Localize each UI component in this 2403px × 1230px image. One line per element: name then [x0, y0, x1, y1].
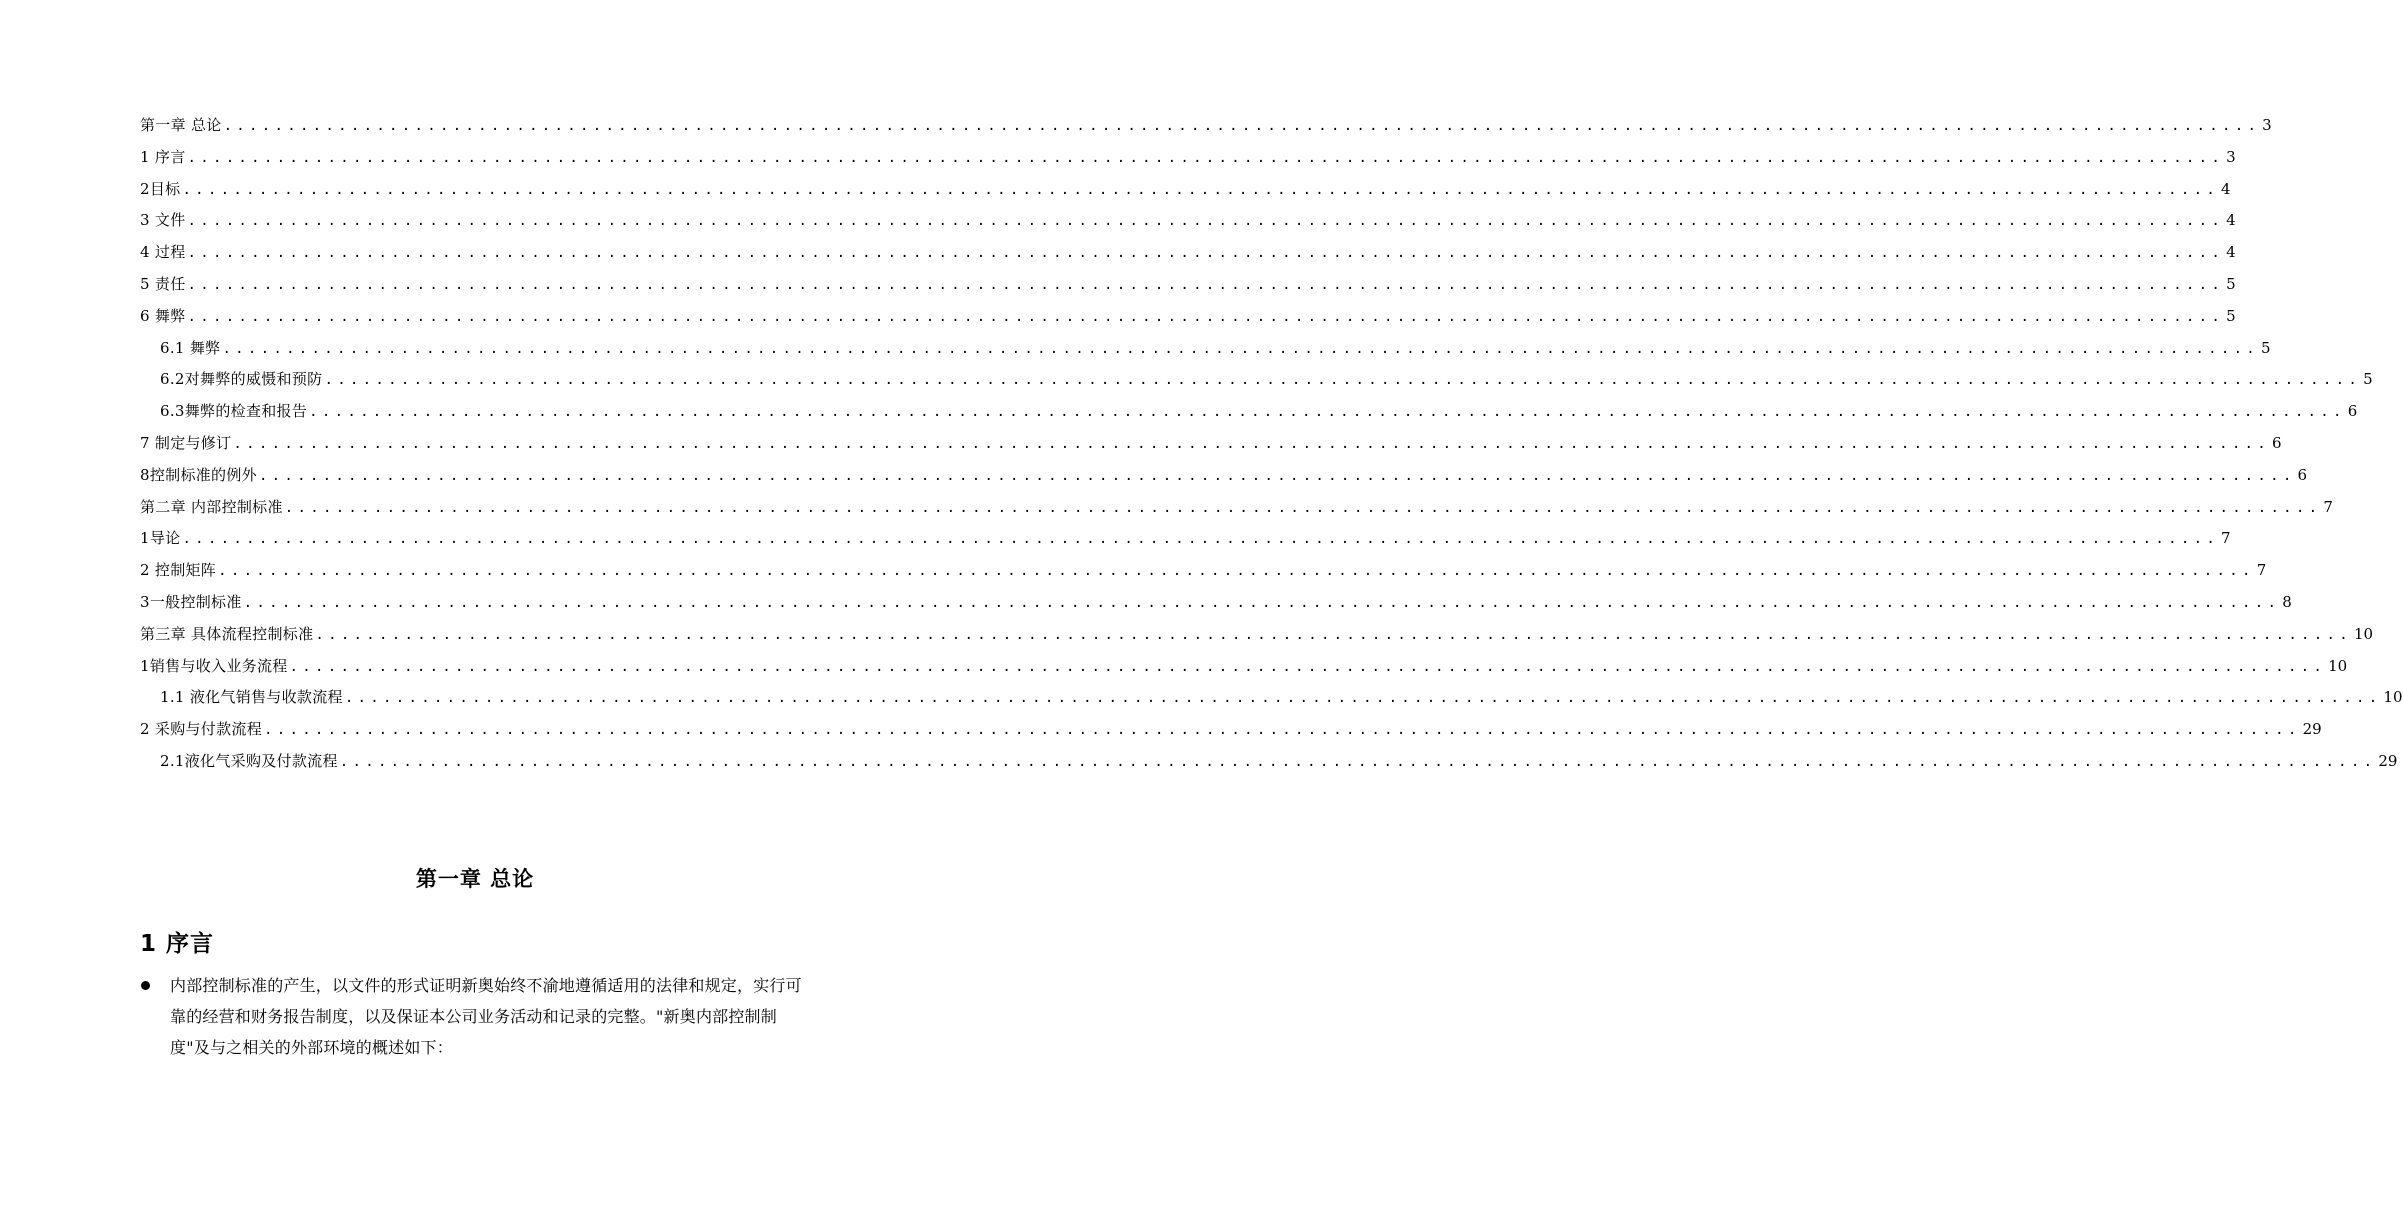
- toc-entry[interactable]: [140, 619, 2374, 651]
- toc-entry[interactable]: [140, 555, 2267, 587]
- toc-dot-leader: ................................................................................................................................................................: [315, 626, 2352, 643]
- bullet-item: [140, 970, 810, 1063]
- toc-entry-title: 第二章 内部控制标准: [140, 497, 283, 516]
- toc-entry-title: 6.2对舞弊的威慑和预防: [160, 370, 323, 389]
- toc-dot-leader: ................................................................................................................................................................: [264, 722, 2301, 739]
- toc-entry[interactable]: [140, 714, 2322, 746]
- toc-entry-title: 6.3舞弊的检查和报告: [160, 402, 308, 421]
- toc-entry[interactable]: [140, 682, 2403, 714]
- toc-entry-title: 第三章 具体流程控制标准: [140, 624, 314, 643]
- toc-dot-leader: ................................................................................................................................................................: [223, 118, 2261, 134]
- toc-page-number: 7: [2256, 561, 2267, 580]
- toc-page-number: 10: [2328, 656, 2348, 675]
- toc-dot-leader: ................................................................................................................................................................: [284, 499, 2322, 516]
- bullet-dot-icon: [141, 981, 150, 990]
- toc-page-number: 10: [2383, 688, 2403, 707]
- toc-page-number: 8: [2282, 592, 2292, 611]
- toc-dot-leader: ................................................................................................................................................................: [222, 340, 2260, 357]
- toc-entry-title: 7 制定与修订: [140, 433, 232, 452]
- toc-dot-leader: ................................................................................................................................................................: [344, 690, 2382, 707]
- toc-dot-leader: ................................................................................................................................................................: [187, 276, 2225, 293]
- toc-entry[interactable]: [140, 523, 2231, 555]
- toc-dot-leader: ................................................................................................................................................................: [182, 181, 2220, 198]
- toc-page-number: 3: [2262, 116, 2272, 134]
- toc-entry-title: 2 采购与付款流程: [140, 720, 263, 739]
- toc-dot-leader: ................................................................................................................................................................: [258, 467, 2296, 484]
- bullet-text: 内部控制标准的产生，以文件的形式证明新奥始终不渝地遵循适用的法律和规定，实行可靠的经营和财务报告制度，以及保证本公司业务活动和记录的完整。"新奥内部控制制度"及与之相关的外部环境的概述如下：: [170, 976, 802, 1057]
- toc-dot-leader: ................................................................................................................................................................: [187, 308, 2225, 325]
- toc-dot-leader: ................................................................................................................................................................: [243, 594, 2281, 611]
- toc-entry-title: 8控制标准的例外: [140, 465, 257, 484]
- toc-page-number: 4: [2226, 211, 2236, 230]
- toc-entry[interactable]: [140, 587, 2292, 619]
- toc-entry[interactable]: [140, 460, 2308, 492]
- toc-entry[interactable]: [140, 364, 2373, 396]
- toc-page-number: 5: [2226, 274, 2236, 293]
- toc-entry[interactable]: [140, 237, 2236, 269]
- toc-entry-title: 5 责任: [140, 274, 186, 293]
- toc-entry[interactable]: [140, 110, 2272, 142]
- toc-entry[interactable]: [140, 396, 2358, 428]
- toc-entry-title: 6 舞弊: [140, 306, 186, 325]
- toc-entry-title: 1.1 液化气销售与收款流程: [160, 688, 343, 707]
- toc-entry-title: 3一般控制标准: [140, 592, 242, 611]
- toc-entry-title: 3 文件: [140, 211, 186, 230]
- toc-page-number: 7: [2221, 529, 2231, 548]
- toc-entry-title: 1导论: [140, 529, 181, 548]
- toc-page-number: 4: [2221, 179, 2231, 198]
- toc-dot-leader: ................................................................................................................................................................: [324, 372, 2362, 389]
- bullet-list: [140, 970, 810, 1063]
- toc-dot-leader: ................................................................................................................................................................: [187, 213, 2225, 230]
- toc-entry-title: 第一章 总论: [140, 116, 222, 134]
- toc-entry-title: 4 过程: [140, 243, 186, 262]
- toc-dot-leader: ................................................................................................................................................................: [339, 753, 2377, 770]
- toc-dot-leader: ................................................................................................................................................................: [289, 658, 2327, 675]
- toc-page-number: 3: [2226, 147, 2236, 166]
- toc-entry[interactable]: [140, 142, 2236, 174]
- toc-dot-leader: ................................................................................................................................................................: [182, 531, 2220, 548]
- toc-entry-title: 1销售与收入业务流程: [140, 656, 288, 675]
- toc-page-number: 5: [2261, 338, 2271, 357]
- toc-entry-title: 2目标: [140, 179, 181, 198]
- toc-dot-leader: ................................................................................................................................................................: [309, 404, 2346, 421]
- toc-entry[interactable]: [140, 269, 2236, 301]
- toc-entry[interactable]: [140, 174, 2231, 206]
- table-of-contents: [140, 110, 2403, 778]
- toc-page-number: 6: [2272, 433, 2282, 452]
- toc-dot-leader: ................................................................................................................................................................: [187, 245, 2225, 262]
- toc-page-number: 7: [2323, 497, 2333, 516]
- toc-entry[interactable]: [140, 205, 2236, 237]
- toc-page-number: 4: [2226, 243, 2236, 262]
- chapter-title: 第一章 总论: [415, 867, 535, 891]
- toc-entry-title: 1 序言: [140, 147, 186, 166]
- toc-entry[interactable]: [140, 746, 2398, 778]
- toc-page-number: 5: [2363, 370, 2373, 389]
- toc-dot-leader: ................................................................................................................................................................: [233, 435, 2271, 452]
- toc-page-number: 10: [2353, 624, 2374, 643]
- toc-page-number: 6: [2297, 465, 2308, 484]
- toc-dot-leader: ................................................................................................................................................................: [218, 563, 2255, 580]
- toc-entry-title: 2 控制矩阵: [140, 561, 217, 580]
- toc-entry[interactable]: [140, 492, 2333, 524]
- toc-entry[interactable]: [140, 651, 2348, 683]
- toc-entry[interactable]: [140, 333, 2271, 365]
- toc-entry-title: 6.1 舞弊: [160, 338, 221, 357]
- toc-entry[interactable]: [140, 428, 2282, 460]
- toc-page-number: 5: [2226, 306, 2236, 325]
- toc-page-number: 29: [2302, 720, 2322, 739]
- toc-dot-leader: ................................................................................................................................................................: [187, 149, 2225, 166]
- toc-page-number: 29: [2378, 751, 2398, 770]
- toc-page-number: 6: [2347, 402, 2358, 421]
- section-title: 1 序言: [140, 931, 215, 957]
- toc-entry-title: 2.1液化气采购及付款流程: [160, 751, 338, 770]
- toc-entry[interactable]: [140, 301, 2236, 333]
